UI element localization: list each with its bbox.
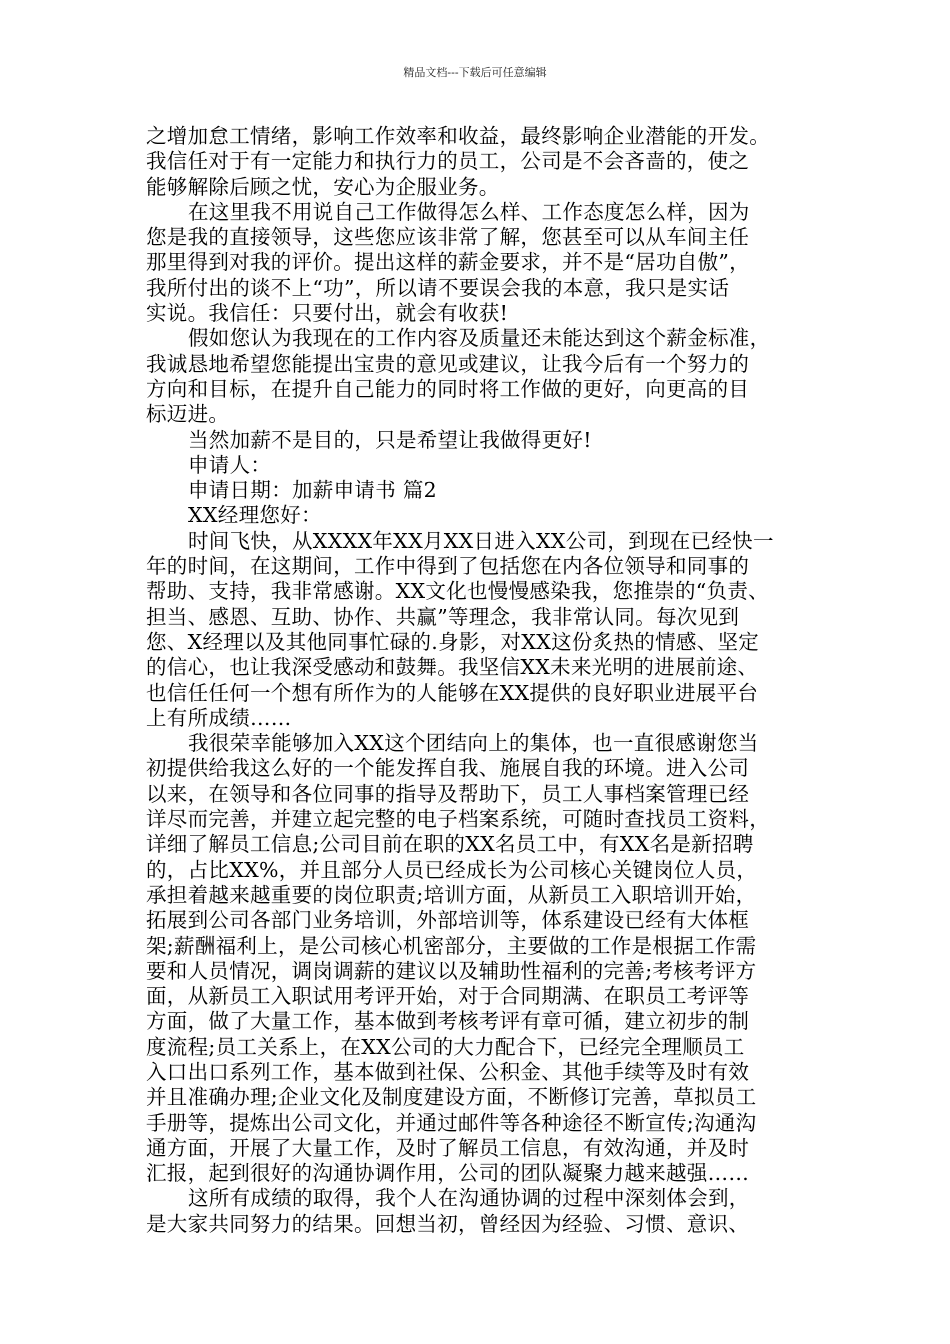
- text-line: 方面，做了大量工作，基本做到考核考评有章可循，建立初步的制: [146, 1009, 750, 1034]
- text-line: 承担着越来越重要的岗位职责;培训方面，从新员工入职培训开始，: [146, 882, 757, 907]
- text-line: 您是我的直接领导，这些您应该非常了解，您甚至可以从车间主任: [146, 225, 750, 250]
- paragraph: [146, 1186, 822, 1237]
- text-line: 的，占比XX%，并且部分人员已经成长为公司核心关键岗位人员，: [146, 857, 758, 882]
- text-line: 帮助、支持，我非常感谢。XX文化也慢慢感染我，您推崇的“负责、: [146, 579, 769, 604]
- text-line: 度流程;员工关系上，在XX公司的大力配合下，已经完全理顺员工: [146, 1034, 745, 1059]
- text-line: 要和人员情况，调岗调薪的建议以及辅助性福利的完善;考核考评方: [146, 958, 757, 983]
- text-line: 初提供给我这么好的一个能发挥自我、施展自我的环境。进入公司: [146, 756, 750, 781]
- text-line: 拓展到公司各部门业务培训，外部培训等，体系建设已经有大体框: [146, 908, 750, 933]
- text-line: XX经理您好：: [188, 503, 322, 528]
- text-line: 面，从新员工入职试用考评开始，对于合同期满、在职员工考评等: [146, 984, 750, 1009]
- paragraph: [146, 124, 822, 200]
- text-line: 并且准确办理;企业文化及制度建设方面，不断修订完善，草拟员工: [146, 1085, 757, 1110]
- text-line: 我诚恳地希望您能提出宝贵的意见或建议，让我今后有一个努力的: [146, 351, 750, 376]
- text-line: 那里得到对我的评价。提出这样的薪金要求，并不是“居功自傲”，: [146, 250, 750, 275]
- text-line: 申请日期：加薪申请书 篇2: [188, 478, 437, 503]
- text-line: 之增加怠工情绪，影响工作效率和收益，最终影响企业潜能的开发。: [146, 124, 770, 148]
- paragraph: [146, 326, 822, 427]
- text-line: 汇报，起到很好的沟通协调作用，公司的团队凝聚力越来越强……: [146, 1161, 750, 1186]
- text-line: 以来，在领导和各位同事的指导及帮助下，员工人事档案管理已经: [146, 781, 750, 806]
- text-line: 上有所成绩……: [146, 705, 292, 730]
- text-line: 这所有成绩的取得，我个人在沟通协调的过程中深刻体会到，: [188, 1186, 750, 1211]
- paragraph: [146, 503, 822, 528]
- text-line: 假如您认为我现在的工作内容及质量还未能达到这个薪金标准，: [188, 326, 771, 351]
- text-line: 手册等，提炼出公司文化，并通过邮件等各种途径不断宣传;沟通沟: [146, 1110, 757, 1135]
- page-header: 精品文档---下载后可任意编辑: [403, 66, 547, 79]
- text-line: 详尽而完善，并建立起完整的电子档案系统，可随时查找员工资料，: [146, 807, 770, 832]
- text-line: 年的时间，在这期间，工作中得到了包括您在内各位领导和同事的: [146, 554, 750, 579]
- text-line: 我所付出的谈不上“功”，所以请不要误会我的本意，我只是实话: [146, 275, 730, 300]
- text-line: 架;薪酬福利上，是公司核心机密部分，主要做的工作是根据工作需: [146, 933, 757, 958]
- text-line: 入口出口系列工作，基本做到社保、公积金、其他手续等及时有效: [146, 1059, 750, 1084]
- paragraph: [146, 453, 822, 478]
- text-line: 标迈进。: [146, 402, 230, 427]
- text-line: 在这里我不用说自己工作做得怎么样、工作态度怎么样，因为: [188, 199, 750, 224]
- text-line: 是大家共同努力的结果。回想当初，曾经因为经验、习惯、意识、: [146, 1211, 750, 1236]
- text-line: 担当、感恩、互助、协作、共赢”等理念，我非常认同。每次见到: [146, 604, 740, 629]
- text-line: 能够解除后顾之忧，安心为企服业务。: [146, 174, 500, 199]
- text-line: 申请人：: [188, 452, 272, 477]
- text-line: 也信任任何一个想有所作为的人能够在XX提供的良好职业进展平台: [146, 680, 759, 705]
- paragraph: [146, 529, 822, 731]
- paragraph: [146, 731, 822, 1186]
- paragraph: [146, 428, 822, 453]
- text-line: 通方面，开展了大量工作，及时了解员工信息，有效沟通，并及时: [146, 1135, 750, 1160]
- text-line: 时间飞快，从XXXX年XX月XX日进入XX公司，到现在已经快一: [188, 528, 774, 553]
- text-line: 方向和目标，在提升自己能力的同时将工作做的更好，向更高的目: [146, 376, 750, 401]
- text-line: 当然加薪不是目的，只是希望让我做得更好!: [188, 427, 592, 452]
- text-line: 我信任对于有一定能力和执行力的员工，公司是不会吝啬的，使之: [146, 149, 750, 174]
- text-line: 您、X经理以及其他同事忙碌的.身影，对XX这份炙热的情感、坚定: [146, 629, 760, 654]
- document-body: [146, 124, 822, 1237]
- text-line: 详细了解员工信息;公司目前在职的XX名员工中，有XX名是新招聘: [146, 832, 754, 857]
- paragraph: [146, 478, 822, 503]
- text-line: 的信心，也让我深受感动和鼓舞。我坚信XX未来光明的进展前途、: [146, 655, 759, 680]
- paragraph: [146, 200, 822, 326]
- text-line: 实说。我信任：只要付出，就会有收获!: [146, 301, 509, 326]
- text-line: 我很荣幸能够加入XX这个团结向上的集体，也一直很感谢您当: [188, 731, 759, 756]
